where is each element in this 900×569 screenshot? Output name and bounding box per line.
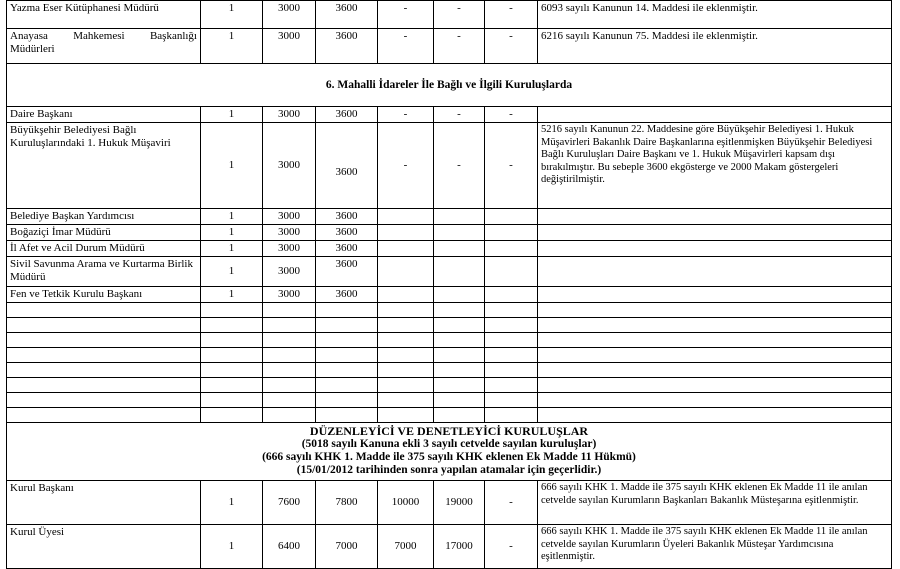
value-cell: -: [485, 525, 538, 569]
value-cell: [434, 257, 485, 287]
empty-row: [7, 378, 892, 393]
empty-row: [7, 318, 892, 333]
indicator-cell: 3000: [263, 287, 316, 303]
note-cell: [538, 209, 892, 225]
position-name: Fen ve Tetkik Kurulu Başkanı: [7, 287, 201, 303]
empty-row: [7, 363, 892, 378]
indicator-cell: 6400: [263, 525, 316, 569]
indicator-cell: 3000: [263, 225, 316, 241]
empty-row: [7, 333, 892, 348]
extra-indicator-cell: 7000: [316, 525, 378, 569]
position-name: Boğaziçi İmar Müdürü: [7, 225, 201, 241]
position-name: Sivil Savunma Arama ve Kurtarma Birlik Müdürü: [7, 257, 201, 287]
note-cell: 666 sayılı KHK 1. Madde ile 375 sayılı KHK eklenen Ek Madde 11 ile anılan cetvelde sayılan Kurumların Başkanları Bakanlık Müsteşarına eşitlenmiştir.: [538, 481, 892, 525]
value-cell: -: [485, 1, 538, 29]
indicator-cell: 3000: [263, 257, 316, 287]
value-cell: -: [485, 123, 538, 209]
extra-indicator-cell: 3600: [316, 1, 378, 29]
regulatory-section-header: [7, 423, 892, 481]
value-cell: -: [434, 107, 485, 123]
degree-cell: 1: [201, 123, 263, 209]
position-name: Kurul Üyesi: [7, 525, 201, 569]
value-cell: [485, 225, 538, 241]
section-subtitle: (5018 sayılı Kanuna ekli 3 sayılı cetvelde sayılan kuruluşlar): [301, 438, 597, 450]
degree-cell: 1: [201, 1, 263, 29]
extra-indicator-cell: 3600: [316, 209, 378, 225]
value-cell: [485, 241, 538, 257]
value-cell: [378, 225, 434, 241]
table-row: [7, 209, 892, 225]
table-row: [7, 525, 892, 569]
table-row: [7, 287, 892, 303]
extra-indicator-cell: 3600: [316, 107, 378, 123]
position-name: Belediye Başkan Yardımcısı: [7, 209, 201, 225]
position-name: Daire Başkanı: [7, 107, 201, 123]
note-cell: 6216 sayılı Kanunun 75. Maddesi ile eklenmiştir.: [538, 29, 892, 64]
degree-cell: 1: [201, 107, 263, 123]
indicator-cell: 3000: [263, 241, 316, 257]
empty-row: [7, 303, 892, 318]
extra-indicator-cell: 3600: [316, 29, 378, 64]
degree-cell: 1: [201, 241, 263, 257]
value-cell: -: [378, 123, 434, 209]
extra-indicator-cell: 3600: [316, 123, 378, 209]
value-cell: [378, 209, 434, 225]
indicator-cell: 3000: [263, 29, 316, 64]
position-name: İl Afet ve Acil Durum Müdürü: [7, 241, 201, 257]
value-cell: -: [378, 29, 434, 64]
value-cell: [378, 257, 434, 287]
note-cell: [538, 225, 892, 241]
degree-cell: 1: [201, 287, 263, 303]
table-row: [7, 225, 892, 241]
degree-cell: 1: [201, 29, 263, 64]
note-cell: [538, 107, 892, 123]
value-cell: [485, 287, 538, 303]
degree-cell: 1: [201, 481, 263, 525]
value-cell: -: [378, 1, 434, 29]
section-subtitle: (666 sayılı KHK 1. Madde ile 375 sayılı KHK eklenen Ek Madde 11 Hükmü): [262, 451, 636, 463]
note-cell: 5216 sayılı Kanunun 22. Maddesine göre Büyükşehir Belediyesi 1. Hukuk Müşavirleri Bakanlık Daire Başkanlarına eşitlenmişken Büyükşehir Belediyesi Bağlı Kuruluşları Daire Başkanı ve 1. Hukuk Müşavirleri kapsam dışı bırakılmıştır. Bu sebeple 3600 ekgösterge ve 2000 Makam göstergeleri değiştirilmiştir.: [538, 123, 892, 209]
value-cell: [434, 241, 485, 257]
value-cell: 7000: [378, 525, 434, 569]
indicator-cell: 3000: [263, 107, 316, 123]
value-cell: -: [378, 107, 434, 123]
table-row: [7, 257, 892, 287]
indicator-cell: 3000: [263, 123, 316, 209]
value-cell: -: [434, 29, 485, 64]
value-cell: [434, 225, 485, 241]
extra-indicator-cell: 3600: [316, 257, 378, 287]
indicator-cell: 3000: [263, 1, 316, 29]
table-row: [7, 241, 892, 257]
value-cell: [378, 287, 434, 303]
indicator-cell: 3000: [263, 209, 316, 225]
empty-row: [7, 408, 892, 423]
table-row: [7, 29, 892, 64]
value-cell: -: [434, 1, 485, 29]
value-cell: [434, 287, 485, 303]
value-cell: -: [485, 29, 538, 64]
position-name: Kurul Başkanı: [7, 481, 201, 525]
table-row: [7, 123, 892, 209]
section-subtitle: (15/01/2012 tarihinden sonra yapılan atamalar için geçerlidir.): [296, 464, 602, 476]
position-indicator-table: [6, 0, 892, 569]
position-name: Büyükşehir Belediyesi Bağlı Kuruluşlarındaki 1. Hukuk Müşaviri: [7, 123, 201, 209]
note-cell: 666 sayılı KHK 1. Madde ile 375 sayılı KHK eklenen Ek Madde 11 ile anılan cetvelde sayılan Kurumların Üyeleri Bakanlık Müsteşar Yardımcısına eşitlenmiştir.: [538, 525, 892, 569]
indicator-cell: 7600: [263, 481, 316, 525]
position-name: Anayasa Mahkemesi Başkanlığı Müdürleri: [7, 29, 201, 64]
degree-cell: 1: [201, 225, 263, 241]
document-page: [6, 0, 891, 569]
note-cell: 6093 sayılı Kanunun 14. Maddesi ile eklenmiştir.: [538, 1, 892, 29]
note-cell: [538, 287, 892, 303]
table-row: [7, 1, 892, 29]
value-cell: 10000: [378, 481, 434, 525]
section-title: 6. Mahalli İdareler İle Bağlı ve İlgili Kuruluşlarda: [7, 64, 892, 107]
extra-indicator-cell: 3600: [316, 225, 378, 241]
value-cell: 19000: [434, 481, 485, 525]
degree-cell: 1: [201, 209, 263, 225]
value-cell: 17000: [434, 525, 485, 569]
value-cell: -: [434, 123, 485, 209]
degree-cell: 1: [201, 257, 263, 287]
empty-row: [7, 393, 892, 408]
extra-indicator-cell: 3600: [316, 287, 378, 303]
table-row: [7, 107, 892, 123]
note-cell: [538, 257, 892, 287]
degree-cell: 1: [201, 525, 263, 569]
extra-indicator-cell: 3600: [316, 241, 378, 257]
value-cell: [378, 241, 434, 257]
value-cell: -: [485, 107, 538, 123]
position-name: Yazma Eser Kütüphanesi Müdürü: [7, 1, 201, 29]
value-cell: [485, 257, 538, 287]
value-cell: [434, 209, 485, 225]
extra-indicator-cell: 7800: [316, 481, 378, 525]
table-row: [7, 481, 892, 525]
value-cell: -: [485, 481, 538, 525]
section-title: DÜZENLEYİCİ VE DENETLEYİCİ KURULUŞLAR: [309, 424, 589, 438]
section-header-row: [7, 423, 892, 481]
note-cell: [538, 241, 892, 257]
section-header-row: [7, 64, 892, 107]
empty-row: [7, 348, 892, 363]
value-cell: [485, 209, 538, 225]
